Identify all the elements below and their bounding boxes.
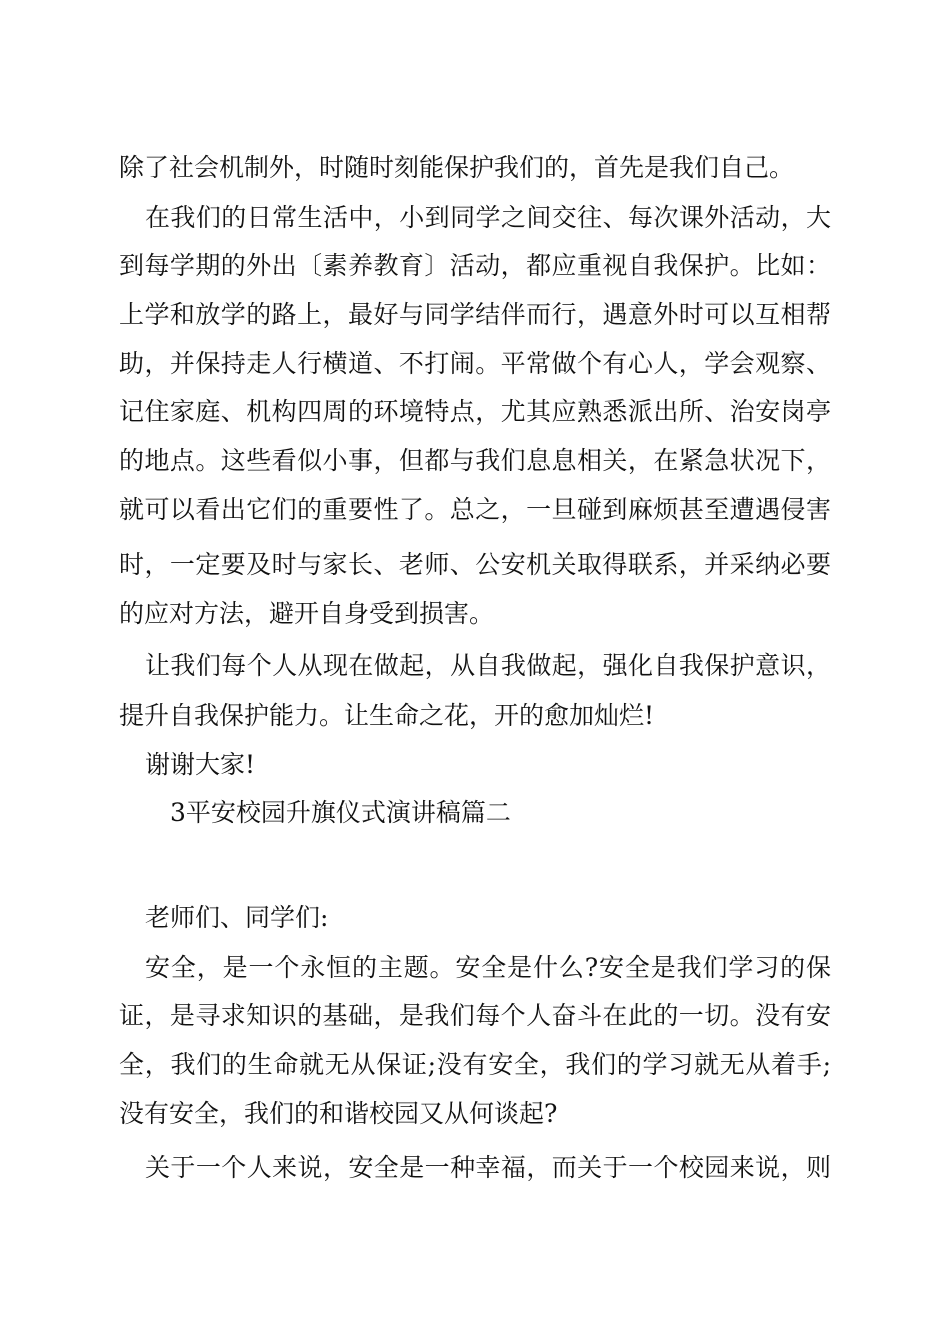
text-line-13: 谢谢大家! bbox=[145, 750, 256, 779]
section-heading: 3平安校园升旗仪式演讲稿篇二 bbox=[170, 798, 511, 827]
text-line-9: 时，一定要及时与家长、老师、公安机关取得联系，并采纳必要 bbox=[119, 550, 831, 579]
text-line-16: 安全，是一个永恒的主题。安全是什么?安全是我们学习的保 bbox=[145, 953, 831, 982]
text-line-5: 助，并保持走人行横道、不打闹。平常做个有心人，学会观察、 bbox=[119, 349, 831, 378]
text-line-12: 提升自我保护能力。让生命之花，开的愈加灿烂! bbox=[119, 701, 655, 730]
text-line-7: 的地点。这些看似小事，但都与我们息息相关，在紧急状况下， bbox=[119, 446, 831, 475]
text-line-20: 关于一个人来说，安全是一种幸福，而关于一个校园来说，则 bbox=[145, 1153, 831, 1182]
text-line-6: 记住家庭、机构四周的环境特点，尤其应熟悉派出所、治安岗亭 bbox=[119, 397, 831, 426]
text-line-11: 让我们每个人从现在做起，从自我做起，强化自我保护意识， bbox=[145, 651, 831, 680]
text-line-15: 老师们、同学们: bbox=[145, 903, 329, 932]
text-line-8: 就可以看出它们的重要性了。总之，一旦碰到麻烦甚至遭遇侵害 bbox=[119, 495, 831, 524]
text-line-10: 的应对方法，避开自身受到损害。 bbox=[119, 599, 495, 628]
text-line-19: 没有安全，我们的和谐校园又从何谈起? bbox=[119, 1099, 558, 1128]
text-line-2: 在我们的日常生活中，小到同学之间交往、每次课外活动，大 bbox=[145, 203, 831, 232]
text-line-1: 除了社会机制外，时随时刻能保护我们的，首先是我们自己。 bbox=[119, 153, 795, 182]
text-line-17: 证，是寻求知识的基础，是我们每个人奋斗在此的一切。没有安 bbox=[119, 1001, 831, 1030]
text-line-18: 全，我们的生命就无从保证;没有安全，我们的学习就无从着手; bbox=[119, 1050, 831, 1079]
text-line-3: 到每学期的外出〔素养教育〕活动，都应重视自我保护。比如： bbox=[119, 251, 831, 280]
text-line-4: 上学和放学的路上，最好与同学结伴而行，遇意外时可以互相帮 bbox=[119, 300, 831, 329]
